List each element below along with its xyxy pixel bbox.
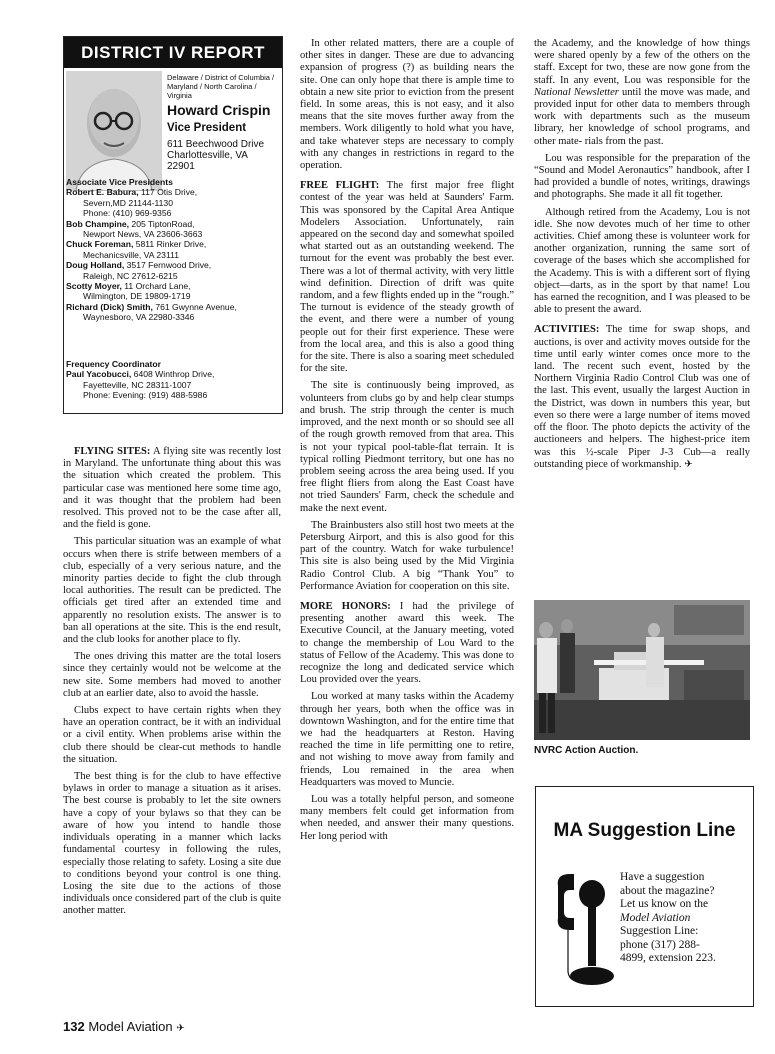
paragraph: FLYING SITES: A flying site was recently lost in Maryland. The unfortunate thing about this was the situation which created the problem. This particular case was mentioned here some time ago, and it was thought that the problem had been resolved. This proved not to be the case after all, and the field is gone.	[63, 446, 281, 531]
vice-president-photo	[66, 71, 162, 191]
paragraph: the Academy, and the knowledge of how things were shared openly by a few of the others on the staff. Except for two, these are now gone from the staff. In any event, Lou was responsible for the National Newsletter until the move was made, and provided input for other data to members through work with departments such as the museum library, her knowledge of school programs, and other mate- rials from the past.	[534, 38, 750, 147]
avp-entry: Robert E. Babura, 117 Otis Drive,	[66, 187, 198, 198]
paragraph: Clubs expect to have certain rights when they have an operation contract, be it with an individual or a civil entity. When problems arise within the club there should be clear-cut methods to handle the situation.	[63, 705, 281, 765]
paragraph: In other related matters, there are a couple of other sites in danger. These are due to advancing expansion of progress (?) as building nears the site. One can only hope that there is ample time to obtain a new site prior to eviction from the present field. In some areas, this is not easy, and it also means that the site moves further away from the members. Work diligently to hold what you have, and take whatever steps are necessary to comply with any changes in restrictions in regard to the operation.	[300, 38, 514, 172]
paragraph: Lou was a totally helpful person, and someone many members felt could get information from when needed, and answer their many questions. Her long period with	[300, 793, 514, 842]
paragraph: MORE HONORS: I had the privilege of presenting another award this week. The Executive Council, at the January meeting, voted to change the membership of Lou Ward to the status of Fellow of the Academy. This was done to recognize the long and dedicated service which Lou provided over the years.	[300, 600, 514, 686]
avp-entry: Scotty Moyer, 11 Orchard Lane,	[66, 281, 191, 292]
article-column-3	[534, 38, 750, 476]
suggestion-line-box	[535, 786, 754, 1007]
freq-heading: Frequency Coordinator	[66, 359, 162, 369]
frequency-coordinator: Frequency Coordinator Paul Yacobucci, 6408 Winthrop Drive, Fayetteville, NC 28311-1007 Phone: Evening: (919) 488-5986	[66, 359, 280, 401]
paragraph: The ones driving this matter are the total losers since they certainly would not be welcome at the new site. Some members had moved to another club at an earlier date, also to avoid the hassle.	[63, 651, 281, 699]
magazine-name: Model Aviation	[88, 1019, 173, 1034]
paragraph: The Brainbusters also still host two meets at the Petersburg Airport, and this is also good for this part of the country. Watch for wake turbulence! This site is also being used by the Mid Virginia Radio Control Club. A big “Thank You” to Performance Aviation for cooperation on this site.	[300, 519, 514, 592]
suggestion-text: Have a suggestion about the magazine? Let us know on the Model Aviation Suggestion Line: phone (317) 288- 4899, extension 223.	[620, 871, 716, 964]
telephone-icon	[548, 872, 618, 990]
page-number: 132	[63, 1019, 85, 1034]
paragraph: ACTIVITIES: The time for swap shops, and auctions, is over and activity moves outside for the time until early winter comes once more to the land. The recent such event, hosted by the Northern Virginia Radio Control Club was one of the last. This event, usually the largest Auction in the District, was down in numbers this year, but even so there were a large number of items moved off the floor. The photo depicts the activity of the auctioneers and helpers. The highest-price item was this ½-scale Piper J-3 Cub—a really outstanding piece of workmanship. ✈	[534, 324, 750, 470]
paragraph: This particular situation was an example of what occurs when there is strife between members of a club, especially of a very serious nature, and the minority parties decide to fight the club through local authorities. The result can be predicted. The officials get tired after an extended time and apparently no resolution exists. The answer is to ban all operations at the site. This is the end result, and the club looks for another place to fly.	[63, 536, 281, 646]
paragraph: Lou was responsible for the preparation of the “Sound and Model Aeronautics” handbook, after I had provided a bundle of notes, writings, drawings and photographs. She made it all fit together.	[534, 152, 750, 201]
article-column-2	[300, 38, 514, 848]
suggestion-title: MA Suggestion Line	[553, 820, 736, 841]
avp-entry: Bob Champine, 205 TiptonRoad,	[66, 218, 195, 229]
paragraph: Although retired from the Academy, Lou is not idle. She now devotes much of her time to other activities. Chief among these is volunteer work for another organization, running the same sort of coverage of the bases which she accomplished for the Academy. This is with a different sort of flying object—darts, as in the sport by that name! Lou has earned the recognition, and I was pleased to be able to present the award.	[534, 206, 750, 316]
avp-heading: Associate Vice Presidents	[66, 177, 173, 187]
article-column-1	[63, 446, 281, 923]
paragraph: FREE FLIGHT: The first major free flight contest of the year was held at Saunders' Farm. This was sponsored by the Capital Area Antique Modelers Association. Unfortunately, rain appeared on the second day and somewhat spoiled what started out as an outstanding weekend. The turnout for the event was probably the best ever. There was a lot of thermal activity, with very little wind definition. Direction of drift was quite random, and a few flights ended up in the “rough.” The turnout is evidence of the steady growth of the event, and there were a number of young people out for their first experience. These were from the local area, and this is also a good thing for the site. There is also a soaring meet scheduled for the site.	[300, 180, 514, 375]
associate-vice-presidents: Associate Vice Presidents Robert E. Babura, 117 Otis Drive, Severn,MD 21144-1130 Phone: (410) 969-9356 Bob Champine, 205 TiptonRoad, Newport News, VA 23606-3663 Chuck Foreman, 5811 Rinker Drive, Mechanicsville, VA 23111 Doug Holland, 3517 Fernwood Drive, Raleigh, NC 27612-6215 Scotty Moyer, 11 Orchard Lane, Wilmington, DE 19809-1719 Richard (Dick) Smith, 761 Gwynne Avenue, Waynesboro, VA 22980-3346	[66, 177, 280, 323]
paragraph: The best thing is for the club to have effective bylaws in order to manage a situation as it arises. The best course is probably to let the site owners have a copy of your bylaws so that they can be aware of how you intend to handle those individuals operating in a manner which lacks fundamental courtesy in following the rules, especially those relating to safety. Losing a site due to conditions beyond your control is one thing. Losing the site due to the actions of those individuals once considered part of the club is quite another matter.	[63, 771, 281, 917]
district-report-title: DISTRICT IV REPORT	[64, 37, 282, 68]
page-footer	[63, 1019, 185, 1034]
avp-entry: Doug Holland, 3517 Fernwood Drive,	[66, 260, 212, 271]
photo-caption: NVRC Action Auction.	[534, 745, 639, 756]
airplane-end-icon: ✈	[684, 458, 693, 470]
airplane-icon: ✈	[176, 1023, 185, 1034]
auction-photo	[534, 600, 750, 740]
paragraph: The site is continuously being improved, as volunteers from clubs go by and help clear stumps and brush. The strip through the center is much improved, and the next month or so should see all of the rough growth removed from that area. This is not your typical pool-table-flat terrain. It is typical rolling Piedmont territory, but one has no problem seeing across the area being used. If you free flight fliers from along the East Coast have not tried Saunders' Farm, check the schedule and make the next event.	[300, 380, 514, 514]
district-region: Delaware / District of Columbia / Maryland / North Carolina / Virginia	[167, 73, 275, 100]
avp-entry: Richard (Dick) Smith, 761 Gwynne Avenue,	[66, 301, 237, 312]
avp-entry: Chuck Foreman, 5811 Rinker Drive,	[66, 239, 207, 250]
vice-president-name: Howard Crispin	[167, 102, 271, 118]
paragraph: Lou worked at many tasks within the Academy through her years, both when the office was in downtown Washington, and for the entire time that we had the headquarters at Reston. Having reached the time in life permitting one to retire, and not wishing to move away from family and friends, Lou remained in the area when Headquarters was moved to Muncie.	[300, 691, 514, 788]
vice-president-address: 611 Beechwood Drive Charlottesville, VA 22901	[167, 139, 265, 172]
vice-president-title: Vice President	[167, 122, 247, 134]
district-info-box	[63, 36, 283, 414]
